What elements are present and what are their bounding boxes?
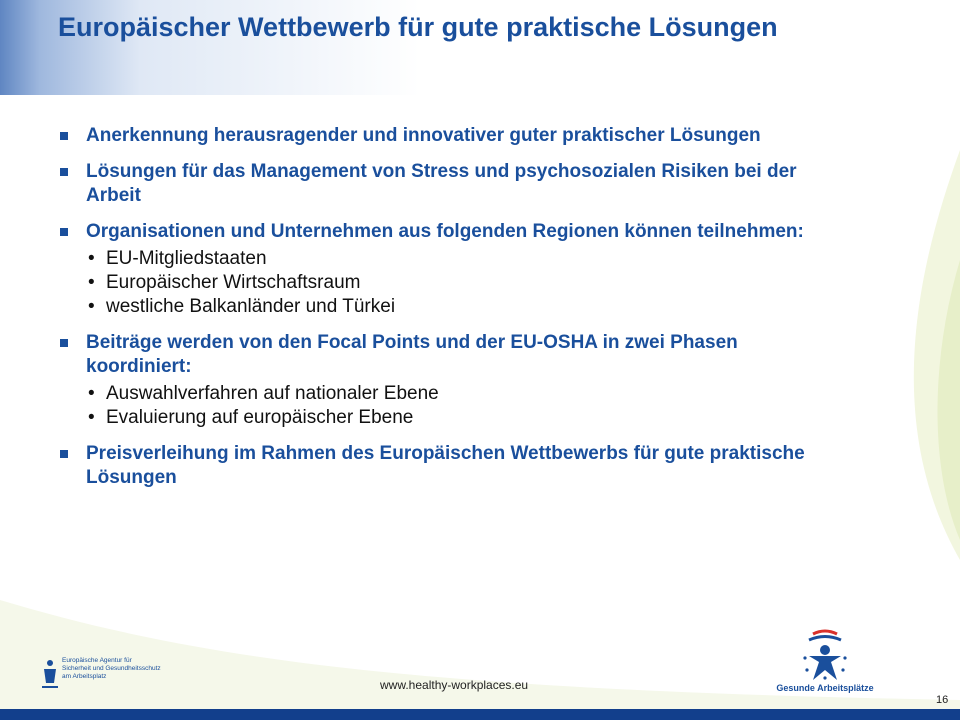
healthy-workplaces-logo [775, 628, 875, 694]
dot-bullet-icon: • [88, 248, 95, 269]
bullet-item [58, 220, 838, 319]
square-bullet-icon [60, 168, 68, 176]
square-bullet-icon [60, 450, 68, 458]
bullet-text: Preisverleihung im Rahmen des Europäischen Wettbewerbs für gute praktische Lösungen [86, 443, 805, 488]
sub-bullet-item [86, 271, 838, 295]
dot-bullet-icon: • [88, 383, 95, 404]
sub-bullet-text: EU-Mitgliedstaaten [106, 248, 267, 269]
sub-bullet-text: Europäischer Wirtschaftsraum [106, 272, 361, 293]
bullet-item [58, 331, 838, 430]
bullet-list [58, 124, 838, 502]
bullet-text: Beiträge werden von den Focal Points und der EU-OSHA in zwei Phasen koordiniert: [86, 332, 738, 377]
bullet-item [58, 124, 838, 148]
healthy-workplaces-logo-text: Gesunde Arbeitsplätze [776, 683, 874, 693]
sub-bullet-item [86, 295, 838, 319]
square-bullet-icon [60, 339, 68, 347]
sub-bullet-text: Evaluierung auf europäischer Ebene [106, 407, 414, 428]
bullet-text: Lösungen für das Management von Stress und psychosozialen Risiken bei der Arbeit [86, 161, 797, 206]
eu-osha-logo-line: Sicherheit und Gesundheitsschutz [62, 665, 161, 672]
website-url: www.healthy-workplaces.eu [380, 678, 529, 692]
bullet-text: Organisationen und Unternehmen aus folgenden Regionen können teilnehmen: [86, 221, 804, 242]
sub-bullet-item [86, 247, 838, 271]
square-bullet-icon [60, 228, 68, 236]
sub-bullet-text: Auswahlverfahren auf nationaler Ebene [106, 383, 439, 404]
eu-osha-logo-line: Europäische Agentur für [62, 657, 132, 664]
bullet-item [58, 442, 838, 490]
healthy-workplaces-logo-icon [775, 628, 875, 682]
sub-bullet-list [86, 382, 838, 430]
bullet-text: Anerkennung herausragender und innovativer guter praktischer Lösungen [86, 125, 761, 146]
bottom-bar [0, 709, 960, 720]
sub-bullet-text: westliche Balkanländer und Türkei [106, 296, 396, 317]
square-bullet-icon [60, 132, 68, 140]
sub-bullet-item [86, 406, 838, 430]
dot-bullet-icon: • [88, 272, 95, 293]
dot-bullet-icon: • [88, 407, 95, 428]
page-number: 16 [936, 694, 949, 706]
slide-title: Europäischer Wettbewerb für gute praktische Lösungen [58, 12, 778, 42]
bullet-item [58, 160, 838, 208]
sub-bullet-item [86, 382, 838, 406]
eu-osha-logo-text [62, 657, 162, 681]
eu-osha-logo-line: am Arbeitsplatz [62, 673, 107, 680]
eu-osha-logo-icon [40, 657, 60, 691]
eu-osha-logo [40, 657, 160, 691]
sub-bullet-list [86, 247, 838, 319]
dot-bullet-icon: • [88, 296, 95, 317]
